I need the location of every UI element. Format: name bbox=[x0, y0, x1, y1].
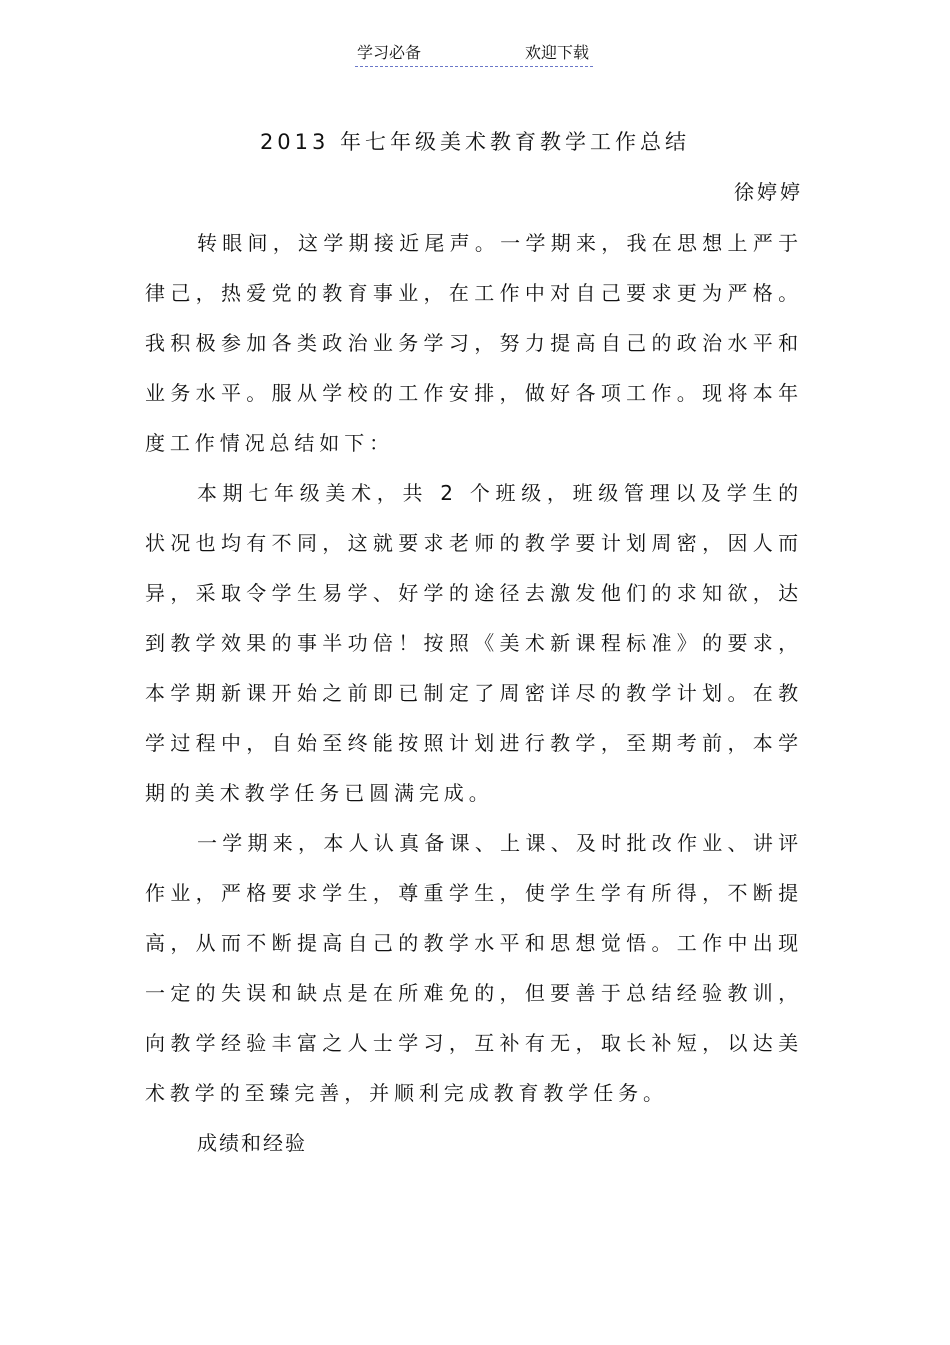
page-header bbox=[355, 40, 593, 67]
document-title: 2013 年七年级美术教育教学工作总结 bbox=[259, 130, 691, 154]
document-body bbox=[145, 218, 803, 1168]
paragraph-intro: 转眼间，这学期接近尾声。一学期来，我在思想上严于律己，热爱党的教育事业，在工作中对自己要求更为严格。我积极参加各类政治业务学习，努力提高自己的政治水平和业务水平。服从学校的工作安排，做好各项工作。现将本年度工作情况总结如下： bbox=[145, 231, 803, 455]
header-left-text: 学习必备 bbox=[357, 43, 422, 62]
section-heading: 成绩和经验 bbox=[197, 1131, 307, 1155]
paragraph-teaching-plan: 本期七年级美术，共 2 个班级，班级管理以及学生的状况也均有不同，这就要求老师的教学要计划周密，因人而异，采取令学生易学、好学的途径去激发他们的求知欲，达到教学效果的事半功倍！按照《美术新课程标准》的要求，本学期新课开始之前即已制定了周密详尽的教学计划。在教学过程中，自始至终能按照计划进行教学，至期考前，本学期的美术教学任务已圆满完成。 bbox=[145, 481, 803, 805]
paragraph-self-improvement: 一学期来，本人认真备课、上课、及时批改作业、讲评作业，严格要求学生，尊重学生，使学生学有所得，不断提高，从而不断提高自己的教学水平和思想觉悟。工作中出现一定的失误和缺点是在所难免的，但要善于总结经验教训，向教学经验丰富之人士学习，互补有无，取长补短，以达美术教学的至臻完善，并顺利完成教育教学任务。 bbox=[145, 831, 803, 1105]
header-right-text: 欢迎下载 bbox=[524, 43, 589, 62]
author-name: 徐婷婷 bbox=[734, 180, 803, 204]
